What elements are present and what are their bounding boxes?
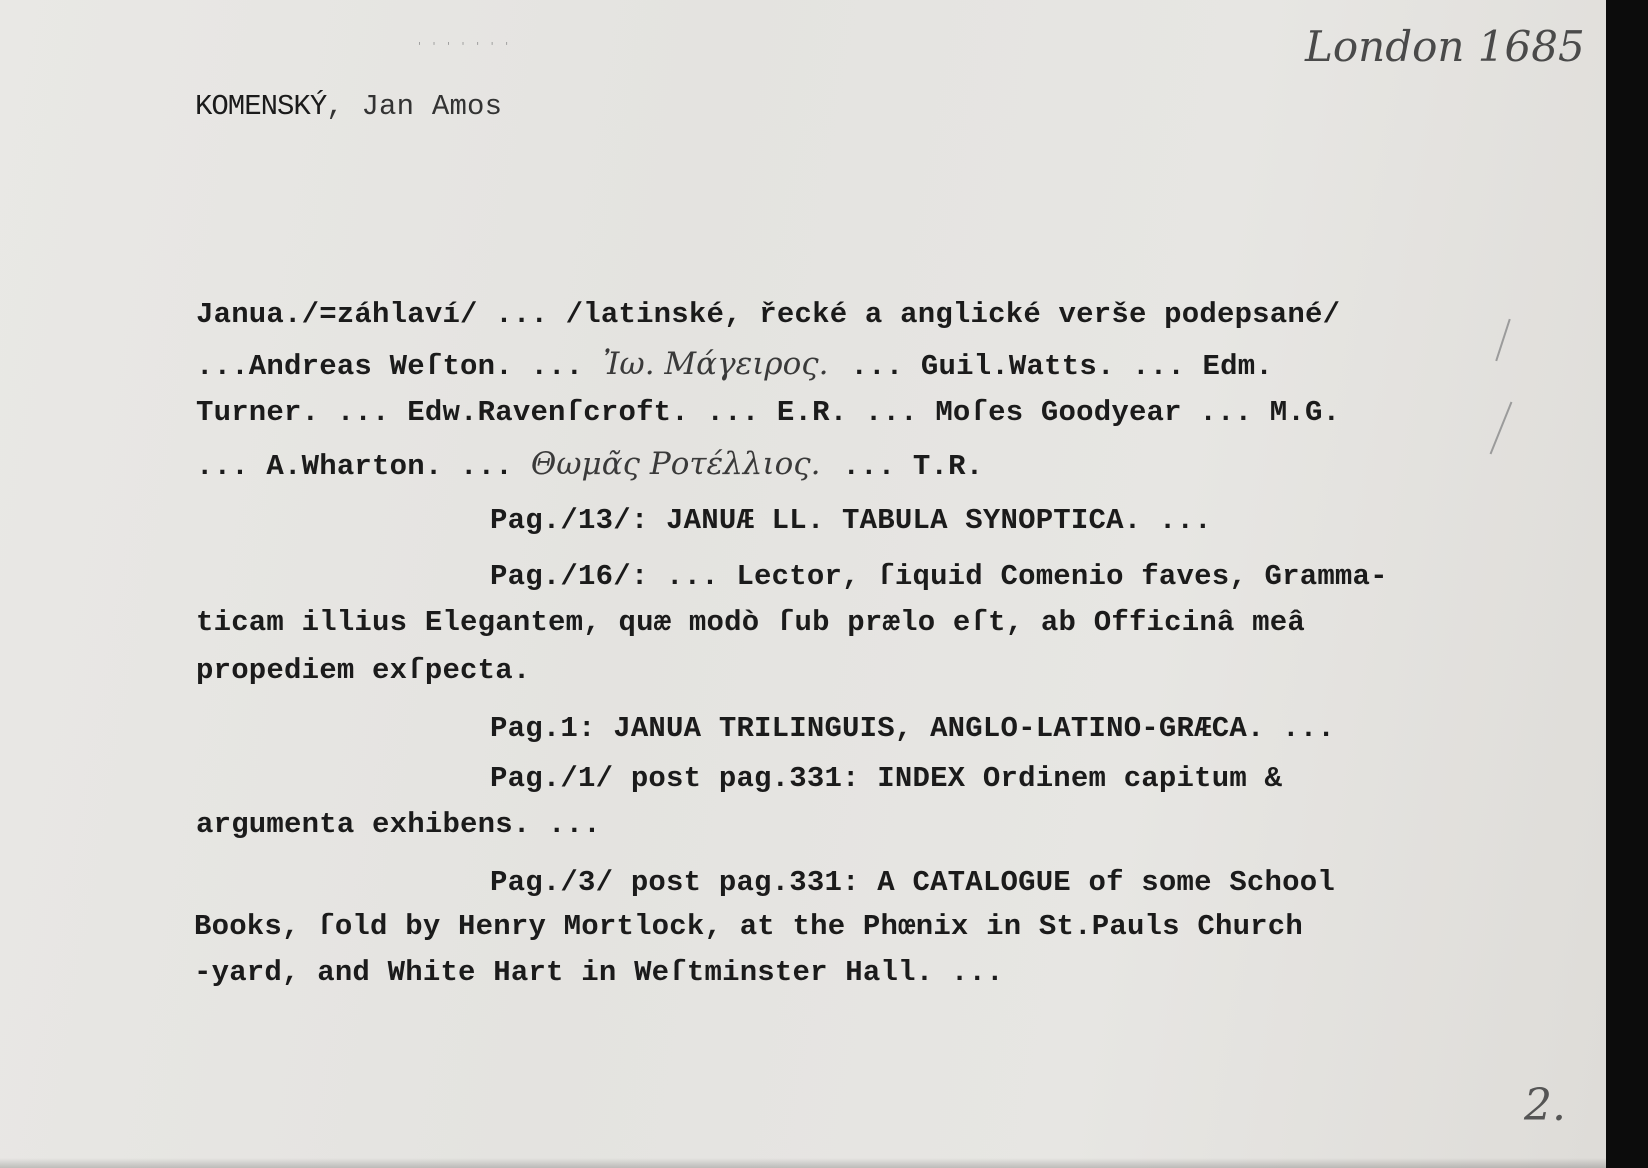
handwritten-greek-name: Θωμᾶς Ροτέλλιος. [530, 446, 821, 482]
entry-line: Pag.1: JANUA TRILINGUIS, ANGLO-LATINO-GRÆCA. ... [490, 712, 1335, 745]
entry-line: Pag./3/ post pag.331: A CATALOGUE of some School [490, 866, 1335, 899]
entry-line: propediem exſpecta. [196, 654, 531, 687]
entry-line: Janua./=záhlaví/ ... /latinské, řecké a anglické verše podepsané/ [196, 298, 1341, 331]
scan-border-right [1606, 0, 1648, 1168]
margin-pencil-mark [1495, 319, 1510, 361]
margin-pencil-mark [1490, 402, 1513, 455]
entry-line: Pag./13/: JANUÆ LL. TABULA SYNOPTICA. ... [490, 504, 1212, 537]
faint-marks: ' ' ' ' ' ' ' [418, 40, 513, 53]
entry-line: Pag./1/ post pag.331: INDEX Ordinem capitum & [490, 762, 1283, 795]
entry-line: -yard, and White Hart in Weſtminster Hall. ... [194, 956, 1004, 989]
entry-line: argumenta exhibens. ... [196, 808, 601, 841]
entry-text: ...Andreas Weſton. ... [196, 350, 584, 383]
author-surname: KOMENSKÝ [195, 90, 327, 123]
entry-text: ... A.Wharton. ... [196, 450, 513, 483]
author-heading [195, 90, 502, 123]
entry-line [196, 346, 1273, 383]
entry-line: Books, ſold by Henry Mortlock, at the Phœnix in St.Pauls Church [194, 910, 1303, 943]
entry-line [196, 446, 983, 483]
card-bottom-shadow [0, 1158, 1606, 1168]
entry-text: ... Guil.Watts. ... Edm. [850, 350, 1273, 383]
author-given-names: , Jan Amos [326, 90, 503, 123]
handwritten-location-date: London 1685 [1305, 22, 1585, 71]
handwritten-greek-name: Ἰω. Μάγειρος. [603, 346, 829, 382]
entry-line: Pag./16/: ... Lector, ſiquid Comenio faves, Gramma- [490, 560, 1388, 593]
entry-line: Turner. ... Edw.Ravenſcroft. ... E.R. ... Moſes Goodyear ... M.G. [196, 396, 1341, 429]
entry-line: ticam illius Elegantem, quæ modò ſub prælo eſt, ab Officinâ meâ [196, 606, 1305, 639]
entry-text: ... T.R. [842, 450, 984, 483]
handwritten-card-number: 2. [1524, 1080, 1566, 1131]
